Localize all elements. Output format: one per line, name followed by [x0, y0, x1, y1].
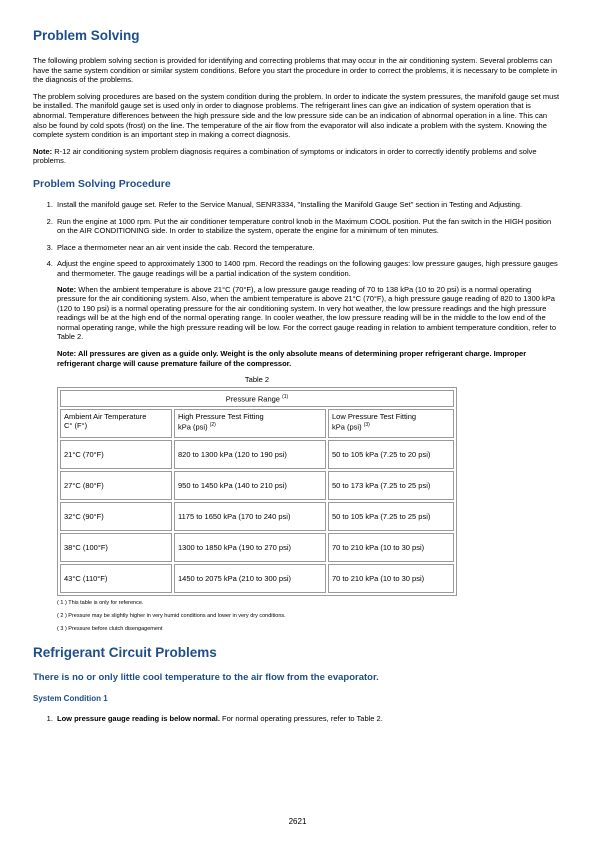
pressure-note — [57, 285, 561, 343]
table-footnote: ( 2 ) Pressure may be slightly higher in very humid conditions and lower in very dry conditions. — [57, 612, 286, 619]
table-footnote: ( 1 ) This table is only for reference. — [57, 599, 144, 606]
column-header-ambient: Ambient Air Temperature C° (F°) — [60, 409, 172, 438]
pressure-note-label: Note: — [57, 284, 77, 294]
note-text: R-12 air conditioning system problem diagnosis requires a combination of symptoms or indicators in order to correctly identify problems and solve problems. — [33, 146, 537, 166]
procedure-step: 3. Place a thermometer near an air vent inside the cab. Record the temperature. — [55, 243, 561, 253]
table-row: 38°C (100°F) 1300 to 1850 kPa (190 to 270 psi) 70 to 210 kPa (10 to 30 psi) — [60, 533, 454, 562]
refrigerant-section-title: Refrigerant Circuit Problems — [33, 644, 217, 660]
intro-paragraph-1: The following problem solving section is provided for identifying and correcting problems that may occur in the air conditioning system. Several problems can have the same system condition or similar system conditions. Before you start the procedure in order to correct the problems, it is necessary to be complete in the diagnosis of the problems. — [33, 56, 557, 85]
guide-note-text: Note: All pressures are given as a guide only. Weight is the only absolute means of determining proper refrigerant charge. Improper refrigerant charge will cause premature failure of the compressor. — [57, 349, 527, 368]
table-row: 32°C (90°F) 1175 to 1650 kPa (170 to 240 psi) 50 to 105 kPa (7.25 to 25 psi) — [60, 502, 454, 531]
intro-paragraph-2: The problem solving procedures are based on the system condition during the problem. In order to indicate the system pressures, the manifold gauge set must be installed. The manifold gauge set is used only in order to diagnose problems. The refrigerant lines can give an indication of system operation that is abnormal. Temperature differences between the high pressure side and the low pressure side can be an indication of abnormal operation in a line. This can also be found by cold spots (frost) on the line. The temperature of the air flow from the evaporator will also indicate a problem with the system. Knowing the complete system condition is an important step in making a correct diagnosis. — [33, 91, 560, 140]
condition-step: 1. Low pressure gauge reading is below normal. For normal operating pressures, refer to Table 2. — [55, 714, 561, 724]
procedure-step: 1. Install the manifold gauge set. Refer to the Service Manual, SENR3334, "Installing the Manifold Gauge Set" section in Testing and Adjusting. — [55, 200, 561, 210]
section-title: Problem Solving — [33, 28, 140, 43]
pressure-note-text: When the ambient temperature is above 21°C (70°F), a low pressure gauge reading of 70 to 138 kPa (10 to 20 psi) is a normal operating pressure for the air conditioning system. Also, when the ambient temperature is above 21°C (70°F), a high pressure gauge reading of 820 to 1300 kPa (120 to 190 psi) is a normal operating pressure for the air conditioning system. In very hot weather, the low pressure readings and the high pressure readings will be at the high end of the normal operating range. In cooler weather, the low pressure reading will be in the middle to the low end of the normal operating range, while the high pressure reading will be low. For the correct gauge reading in relation to ambient temperature condition, refer to Table 2. — [57, 284, 557, 342]
procedure-step: 2. Run the engine at 1000 rpm. Put the air conditioner temperature control knob in the Maximum COOL position. Put the fan switch in the HIGH position on the AIR CONDITIONING side. In order to stabilize the system, operate the engine for a minimum of ten minutes. — [55, 217, 561, 236]
table-header: Pressure Range $^{(1)}$ — [60, 390, 454, 407]
table-row: 27°C (80°F) 950 to 1450 kPa (140 to 210 psi) 50 to 173 kPa (7.25 to 25 psi) — [60, 471, 454, 500]
table-row: 21°C (70°F) 820 to 1300 kPa (120 to 190 psi) 50 to 105 kPa (7.25 to 20 psi) — [60, 440, 454, 469]
procedure-step: 4. Adjust the engine speed to approximately 1300 to 1400 rpm. Record the readings on the following gauges: low pressure gauges, high pressure gauges and thermometer. The gauge readings will be a partial indication of the system condition. Note: When the ambient temperature is above 21°C (70°F), a low pressure gauge reading of 70 to 138 kPa (10 to 20 psi) is a normal operating pressure for the air conditioning system. Also, when the ambient temperature is above 21°C (70°F), a high pressure gauge reading of 820 to 1300 kPa (120 to 190 psi) is a normal operating pressure for the air conditioning system. In very hot weather, the low pressure readings and the high pressure readings will be at the high end of the normal operating range. In cooler weather, the low pressure reading will be in the middle to the low end of the normal operating range, while the high pressure reading will be low. For the correct gauge reading in relation to ambient temperature condition, refer to Table 2. Note: All pressures are given as a guide only. Weight is the only absolute means of determining proper refrigerant charge. Improper refrigerant charge will cause premature failure of the compressor. Table 2 Pressure Range $^{(1)}$ Ambient Air Temperature C° (F°) High Pressure Test Fitting kPa (psi) $^{(2)}$ Low Pressure Test Fitting kPa (psi) $^{(3)}$ 21°C (70°F) 820 to 1300 kPa (120 to 190 psi) 50 to 105 kPa (7.25 to 20 psi) 27°C (80°F) 950 to 1450 kPa (140 to 210 psi) 50 to 173 kPa (7.25 to 25 psi) 32°C (90°F) 1175 to 1650 kPa (170 to 240 psi) 50 to 105 kPa (7.25 to 25 psi) 38°C (100°F) 1300 to 1850 kPa (190 to 270 psi) 70 to 210 kPa (10 to 30 psi) 43°C (110°F) 1450 to 2075 kPa (210 to 300 psi) 70 to 210 kPa (10 to 30 psi) ( 1 ) This table is only for reference. ( 2 ) Pressure may be slightly higher in very humid conditions and lower in very dry conditions. ( 3 ) Pressure before clutch disengagement — [55, 259, 561, 635]
table-footnote: ( 3 ) Pressure before clutch disengagement — [57, 625, 163, 632]
pressure-range-table — [57, 387, 457, 596]
table-row: 43°C (110°F) 1450 to 2075 kPa (210 to 300 psi) 70 to 210 kPa (10 to 30 psi) — [60, 564, 454, 593]
refrigerant-subtitle: There is no or only little cool temperature to the air flow from the evaporator. — [33, 671, 379, 683]
procedure-steps — [33, 200, 561, 635]
guide-note — [57, 349, 561, 368]
procedure-title: Problem Solving Procedure — [33, 177, 171, 190]
column-header-low-pressure: Low Pressure Test Fitting kPa (psi) $^{(3)}$ — [328, 409, 454, 438]
system-condition-title: System Condition 1 — [33, 693, 108, 703]
condition-steps — [33, 714, 561, 724]
note-label: Note: — [33, 146, 53, 156]
table-caption: Table 2 — [244, 375, 270, 385]
page-number: 2621 — [288, 817, 307, 826]
r12-note — [33, 147, 561, 166]
column-header-high-pressure: High Pressure Test Fitting kPa (psi) $^{(2)}$ — [174, 409, 326, 438]
